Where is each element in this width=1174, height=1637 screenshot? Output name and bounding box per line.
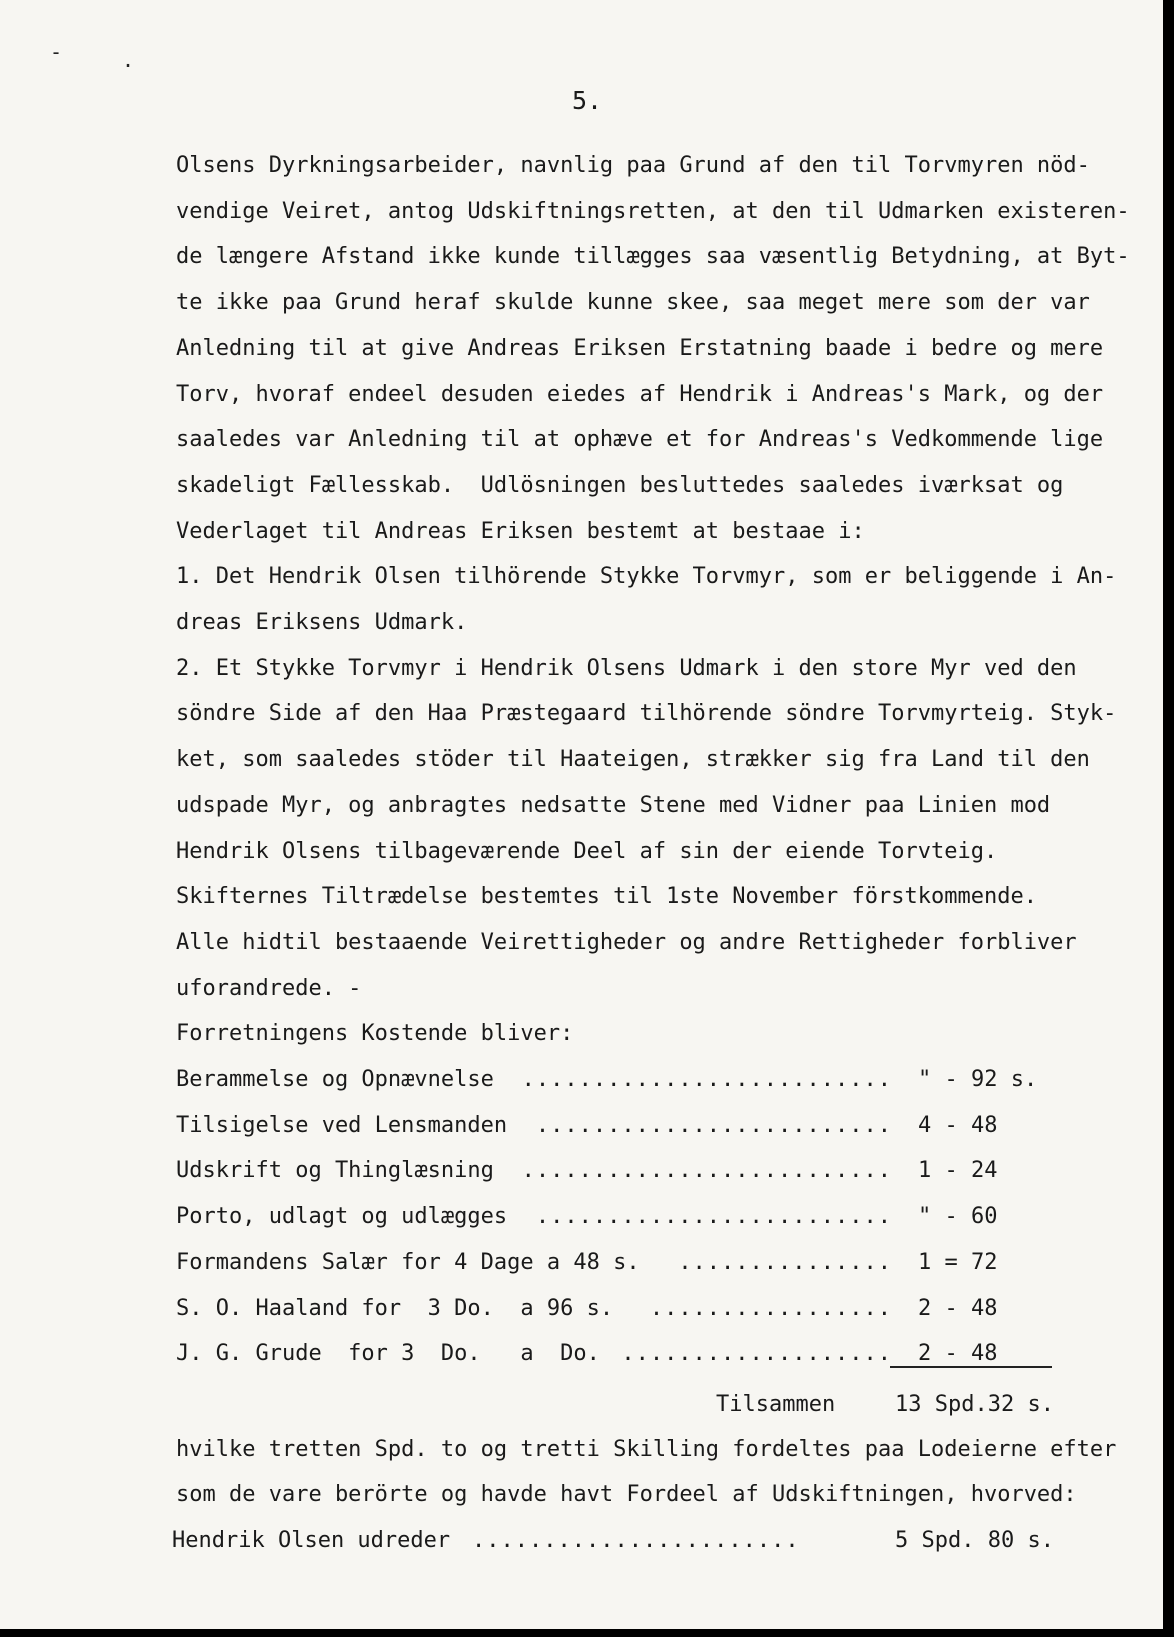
cost-item-dots: ...................	[621, 1341, 892, 1367]
text-line: Forretningens Kostende bliver:	[176, 1021, 574, 1047]
cost-item-label: J. G. Grude for 3 Do. a Do.	[176, 1341, 600, 1367]
text-line: vendige Veiret, antog Udskiftningsretten, at den til Udmarken existeren-	[176, 198, 1130, 224]
cost-item-amount: 1 - 24	[918, 1158, 998, 1184]
page-number: 5.	[572, 86, 603, 115]
text-line: hvilke tretten Spd. to og tretti Skilling fordeltes paa Lodeierne efter	[176, 1437, 1117, 1462]
text-line: söndre Side af den Haa Præstegaard tilhörende söndre Torvmyrteig. Styk-	[176, 701, 1117, 727]
text-line: skadeligt Fællesskab. Udlösningen besluttedes saaledes iværksat og	[176, 472, 1064, 498]
text-line: 1. Det Hendrik Olsen tilhörende Stykke Torvmyr, som er beliggende i An-	[176, 564, 1117, 590]
cost-item-amount: " - 92 s.	[918, 1067, 1038, 1092]
cost-item-label: Berammelse og Opnævnelse	[176, 1067, 494, 1092]
text-line: dreas Eriksens Udmark.	[176, 610, 468, 635]
cost-item-amount: 2 - 48	[918, 1295, 998, 1321]
text-line: Vederlaget til Andreas Eriksen bestemt at bestaae i:	[176, 518, 865, 544]
cost-item-label: Porto, udlagt og udlægges	[176, 1204, 508, 1230]
text-line: ket, som saaledes stöder til Haateigen, strækker sig fra Land til den	[176, 747, 1090, 773]
cost-item-dots: .........................	[535, 1112, 892, 1138]
text-line: som de vare berörte og havde havt Fordeel af Udskiftningen, hvorved:	[176, 1482, 1077, 1507]
cost-item-dots: ..........................	[521, 1158, 892, 1184]
cost-item-label: S. O. Haaland for 3 Do. a 96 s.	[176, 1295, 614, 1321]
text-line: udspade Myr, og anbragtes nedsatte Stene med Vidner paa Linien mod	[176, 792, 1051, 818]
text-line: 2. Et Stykke Torvmyr i Hendrik Olsens Udmark i den store Myr ved den	[176, 655, 1077, 681]
corner-mark: -	[50, 40, 63, 64]
cost-item-dots: ...............	[678, 1249, 892, 1275]
text-line: Olsens Dyrkningsarbeider, navnlig paa Grund af den til Torvmyren nöd-	[176, 153, 1090, 178]
cost-item-dots: ..........................	[521, 1067, 892, 1092]
cost-item-amount: 1 = 72	[918, 1249, 998, 1275]
cost-item-dots: .................	[649, 1295, 892, 1321]
text-line: saaledes var Anledning til at ophæve et for Andreas's Vedkommende lige	[176, 427, 1104, 453]
text-line: Hendrik Olsens tilbageværende Deel af sin der eiende Torvteig.	[176, 838, 998, 864]
final-item-dots: .......................	[472, 1528, 800, 1553]
text-line: Torv, hvoraf endeel desuden eiedes af Hendrik i Andreas's Mark, og der	[176, 381, 1104, 407]
text-line: te ikke paa Grund heraf skulde kunne skee, saa meget mere som der var	[176, 290, 1090, 316]
total-amount: 13 Spd.32 s.	[895, 1392, 1054, 1417]
cost-item-amount: " - 60	[918, 1204, 998, 1230]
text-line: de længere Afstand ikke kunde tillægges saa væsentlig Betydning, at Byt-	[176, 244, 1130, 270]
corner-mark: .	[122, 48, 135, 72]
cost-item-label: Udskrift og Thinglæsning	[176, 1158, 494, 1184]
total-label: Tilsammen	[716, 1392, 836, 1417]
text-line: Anledning til at give Andreas Eriksen Erstatning baade i bedre og mere	[176, 335, 1104, 361]
cost-item-label: Formandens Salær for 4 Dage a 48 s.	[176, 1249, 640, 1275]
cost-item-dots: .........................	[535, 1204, 892, 1230]
cost-item-amount: 4 - 48	[918, 1112, 998, 1138]
cost-item-amount: 2 - 48	[918, 1341, 998, 1367]
cost-item-label: Tilsigelse ved Lensmanden	[176, 1112, 508, 1138]
text-line: Skifternes Tiltrædelse bestemtes til 1ste November förstkommende.	[176, 884, 1037, 910]
text-line: uforandrede. -	[176, 975, 362, 1001]
text-line: Alle hidtil bestaaende Veirettigheder og andre Rettigheder forbliver	[176, 929, 1077, 955]
sum-rule	[890, 1366, 1052, 1368]
final-item-label: Hendrik Olsen udreder	[172, 1528, 451, 1553]
final-item-amount: 5 Spd. 80 s.	[895, 1528, 1054, 1553]
